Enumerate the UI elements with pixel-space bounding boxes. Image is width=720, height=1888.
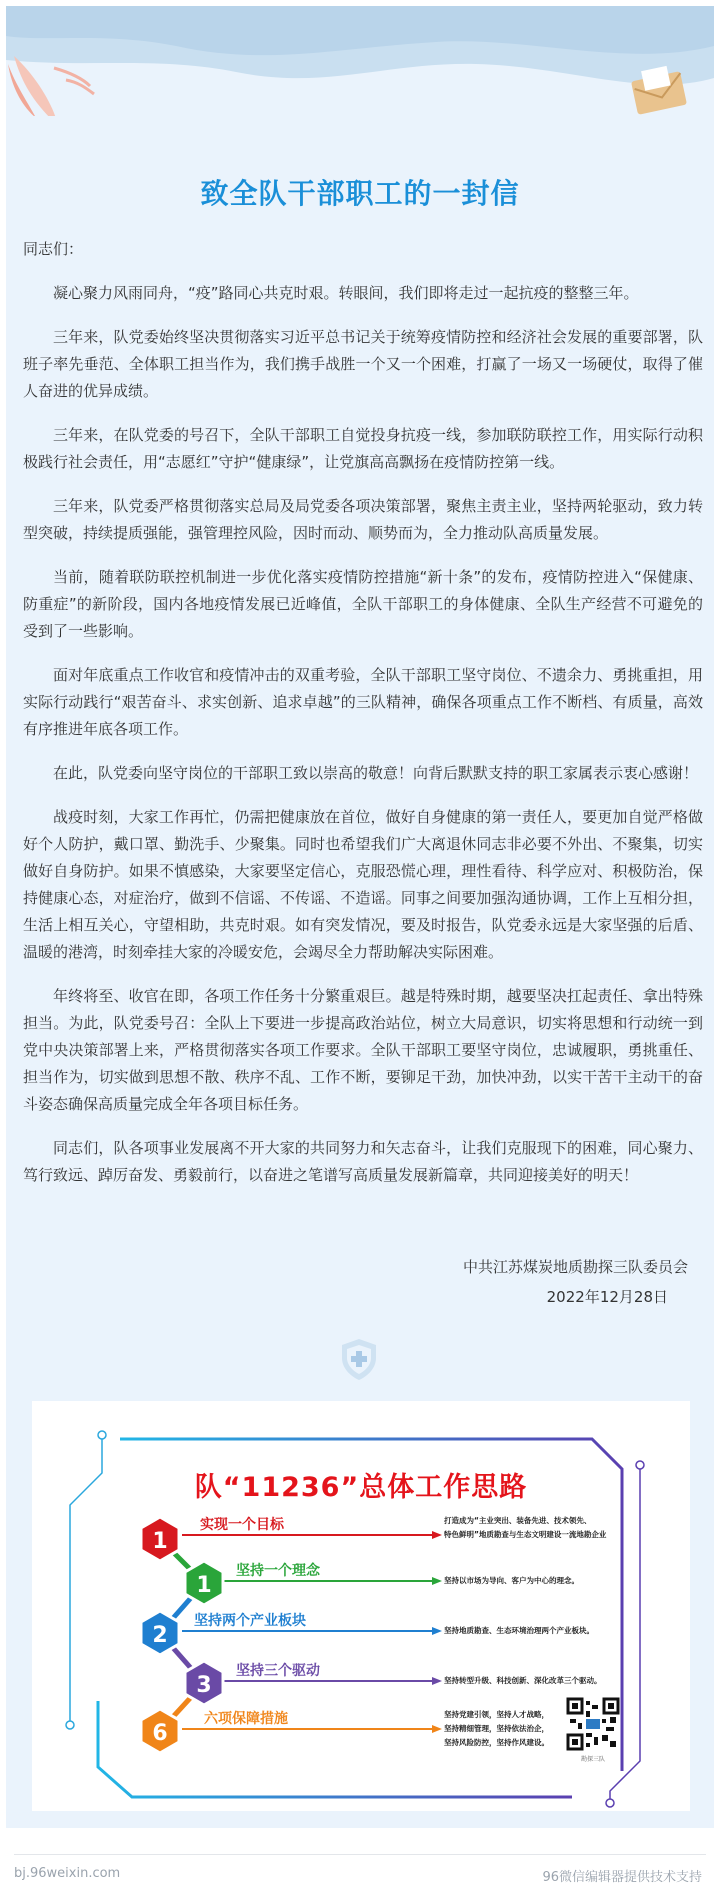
footer-divider <box>14 1854 706 1855</box>
salutation: 同志们： <box>23 240 84 258</box>
item-heading: 坚持一个理念 <box>236 1563 320 1579</box>
item-description: 坚持地质勘查、生态环境治理两个产业板块。 <box>444 1626 594 1635</box>
paragraph: 年终将至、收官在即，各项工作任务十分繁重艰巨。越是特殊时期，越要坚决扛起责任、拿出特殊担当。为此，队党委号召：全队上下要进一步提高政治站位，树立大局意识，切实将思想和行动统一到党中央决策部署上来，严格贯彻落实各项工作要求。全队干部职工要坚守岗位，忠诚履职，勇挑重任、担当作为，切实做到思想不散、秩序不乱、工作不断，要铆足干劲，加快冲劲，以实干苦干主动干的奋斗姿态确保高质量完成全年各项目标任务。 <box>23 987 703 1113</box>
signature-date: 2022年12月28日 <box>546 1288 668 1306</box>
footer <box>0 1840 720 1885</box>
item-heading: 坚持三个驱动 <box>236 1663 320 1679</box>
paragraph: 三年来，队党委严格贯彻落实总局及局党委各项决策部署，聚焦主责主业，坚持两轮驱动，致力转型突破，持续提质强能，强管理控风险，因时而动、顺势而为，全力推动队高质量发展。 <box>23 497 703 542</box>
item-heading: 实现一个目标 <box>200 1517 284 1533</box>
item-number: 1 <box>196 1573 212 1598</box>
qr-caption: 勘探三队 <box>580 1756 606 1763</box>
letter-body <box>23 236 703 1206</box>
industry-item <box>141 1611 594 1655</box>
shield-cross-icon <box>336 1336 382 1382</box>
measures-item <box>141 1709 549 1753</box>
item-heading: 坚持两个产业板块 <box>194 1613 306 1629</box>
item-description: 坚持风险防控，坚持作风建设。 <box>444 1738 549 1747</box>
item-number: 2 <box>152 1623 168 1648</box>
paragraph: 当前，随着联防联控机制进一步优化落实疫情防控措施“新十条”的发布，疫情防控进入“保健康、防重症”的新阶段，国内各地疫情发展已近峰值，全队干部职工的身体健康、全队生产经营不可避免的受到了一些影响。 <box>23 568 703 640</box>
signature: 中共江苏煤炭地质勘探三队委员会 <box>462 1258 688 1276</box>
letter-card <box>6 6 714 1828</box>
paragraph: 同志们，队各项事业发展离不开大家的共同努力和矢志奋斗，让我们克服现下的困难，同心聚力、笃行致远、踔厉奋发、勇毅前行，以奋进之笔谱写高质量发展新篇章，共同迎接美好的明天！ <box>23 1139 703 1184</box>
item-description: 坚持以市场为导向、客户为中心的理念。 <box>444 1576 579 1585</box>
item-number: 3 <box>196 1673 212 1698</box>
item-description: 坚持党建引领，坚持人才战略， <box>444 1710 549 1719</box>
paragraph: 在此，队党委向坚守岗位的干部职工致以崇高的敬意！向背后默默支持的职工家属表示衷心感谢！ <box>53 764 699 782</box>
drive-item <box>185 1661 602 1705</box>
footer-link[interactable]: bj.96weixin.com <box>14 1866 121 1881</box>
item-heading: 六项保障措施 <box>204 1711 288 1727</box>
item-description: 坚持转型升级、科技创新、深化改革三个驱动。 <box>444 1676 602 1685</box>
paragraph: 三年来，在队党委的号召下，全队干部职工自觉投身抗疫一线，参加联防联控工作，用实际行动积极践行社会责任，用“志愿红”守护“健康绿”，让党旗高高飘扬在疫情防控第一线。 <box>23 426 703 471</box>
paragraph: 面对年底重点工作收官和疫情冲击的双重考验，全队干部职工坚守岗位、不遗余力、勇挑重担，用实际行动践行“艰苦奋斗、求实创新、追求卓越”的三队精神，确保各项重点工作不断档、有质量，高效有序推进年底各项工作。 <box>23 666 703 738</box>
header-decoration <box>6 6 714 116</box>
item-number: 1 <box>152 1529 168 1554</box>
item-description: 特色鲜明”地质勘查与生态文明建设一流地勘企业 <box>444 1530 607 1539</box>
item-description: 打造成为“主业突出、装备先进、技术领先、 <box>444 1516 592 1525</box>
item-description: 坚持精细管理，坚持依法治企， <box>444 1724 549 1733</box>
concept-item <box>185 1561 579 1605</box>
poster-diagram <box>32 1401 690 1811</box>
paragraph: 三年来，队党委始终坚决贯彻落实习近平总书记关于统筹疫情防控和经济社会发展的重要部署，队班子率先垂范、全体职工担当作为，我们携手战胜一个又一个困难，打赢了一场又一场硬仗，取得了催人奋进的优异成绩。 <box>23 328 703 400</box>
paragraph: 战疫时刻，大家工作再忙，仍需把健康放在首位，做好自身健康的第一责任人，要更加自觉严格做好个人防护，戴口罩、勤洗手、少聚集。同时也希望我们广大离退休同志非必要不外出、不聚集，切实做好自身防护。如果不慎感染，大家要坚定信心，克服恐慌心理，理性看待、科学应对、积极防治，保持健康心态，对症治疗，做到不信谣、不传谣、不造谣。同事之间要加强沟通协调，工作上互相分担，生活上相互关心，守望相助，共克时艰。如有突发情况，要及时报告，队党委永远是大家坚强的后盾、温暖的港湾，时刻牵挂大家的冷暖安危，会竭尽全力帮助解决实际困难。 <box>23 808 703 961</box>
letter-title: 致全队干部职工的一封信 <box>200 177 520 210</box>
footer-credit: 96微信编辑器提供技术支持 <box>542 1870 702 1885</box>
goal-item <box>141 1515 607 1561</box>
paragraph: 凝心聚力风雨同舟，“疫”路同心共克时艰。转眼间，我们即将走过一起抗疫的整整三年。 <box>53 284 639 302</box>
item-number: 6 <box>152 1721 168 1746</box>
qr-code <box>566 1697 620 1751</box>
poster-title: 队“11236”总体工作思路 <box>194 1472 528 1503</box>
work-plan-poster <box>32 1401 690 1811</box>
